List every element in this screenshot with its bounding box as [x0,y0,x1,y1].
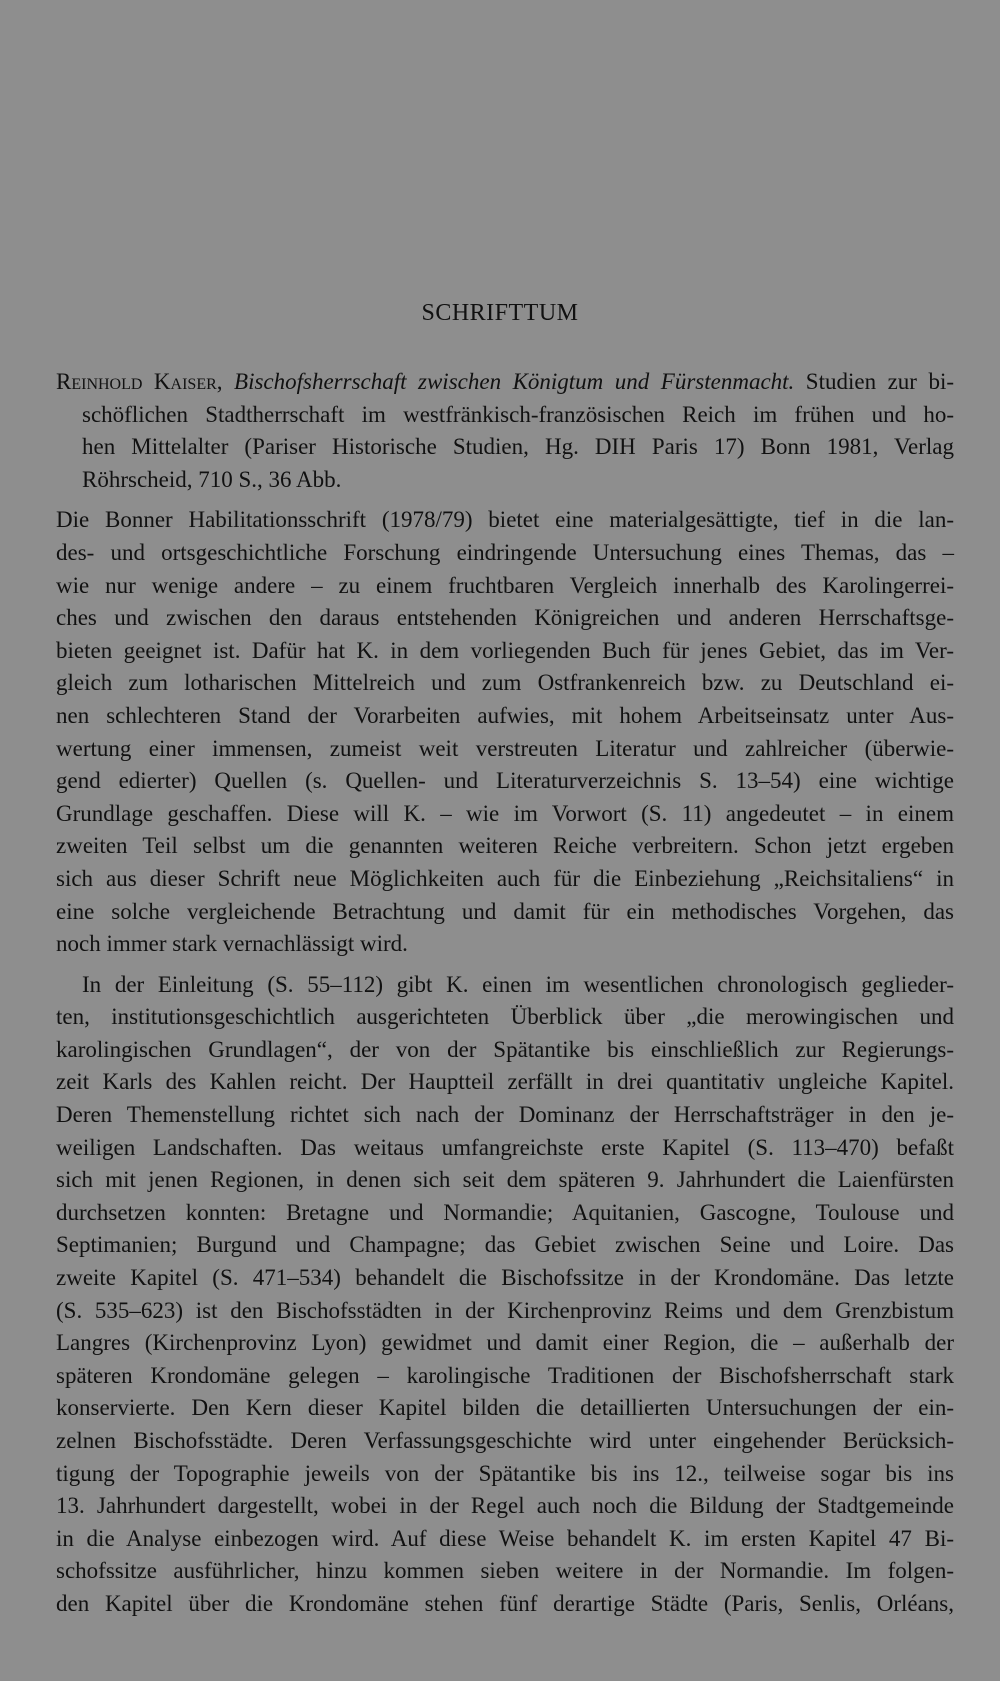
citation [56,366,954,496]
citation-title: Bischofsherrschaft zwischen Königtum und Fürstenmacht. [234,369,795,394]
text-line: Deren Themenstellung richtet sich nach der Dominanz der Herrschaftsträger in den je- [56,1102,954,1128]
citation-line: hen Mittelalter (Pariser Historische Studien, Hg. DIH Paris 17) Bonn 1981, Verlag [82,434,954,460]
text-line: gend edierter) Quellen (s. Quellen- und Literaturverzeichnis S. 13–54) eine wichtige [56,768,954,794]
text-line: eine solche vergleichende Betrachtung und damit für ein methodisches Vorgehen, das [56,898,954,924]
text-line: tigung der Topographie jeweils von der Spätantike bis ins 12., teilweise sogar bis ins [56,1460,954,1486]
section-heading: SCHRIFTTUM [421,300,579,326]
text-line: In der Einleitung (S. 55–112) gibt K. einen im wesentlichen chronologisch geglieder- [82,971,954,997]
text-line: zelnen Bischofsstädte. Deren Verfassungsgeschichte wird unter eingehender Berücksich- [56,1428,954,1453]
paragraph-1 [56,504,954,960]
citation-rest: Studien zur bi- [794,369,955,394]
paragraph-2 [56,969,954,1621]
text-line: Grundlage geschaffen. Diese will K. – wie im Vorwort (S. 11) angedeutet – in einem [56,800,954,826]
text-line: Septimanien; Burgund und Champagne; das Gebiet zwischen Seine und Loire. Das [56,1232,954,1258]
text-line: zweite Kapitel (S. 471–534) behandelt die Bischofssitze in der Krondomäne. Das letzte [56,1265,954,1291]
text-line: zweiten Teil selbst um die genannten weiteren Reiche verbreitern. Schon jetzt ergeben [56,833,954,859]
text-line: ches und zwischen den daraus entstehenden Königreichen und anderen Herrschaftsge- [56,605,954,631]
text-line: gleich zum lotharischen Mittelreich und zum Ostfrankenreich bzw. zu Deutschland ei- [56,670,954,696]
text-line: zeit Karls des Kahlen reicht. Der Hauptteil zerfällt in drei quantitativ ungleiche Kapitel. [56,1069,954,1095]
text-line: des- und ortsgeschichtliche Forschung eindringende Untersuchung eines Themas, das – [56,539,954,565]
text-line: wie nur wenige andere – zu einem fruchtbaren Vergleich innerhalb des Karolingerrei- [56,572,954,598]
text-line: sich aus dieser Schrift neue Möglichkeiten auch für die Einbeziehung „Reichsitaliens“ in [56,865,954,891]
text-line: weiligen Landschaften. Das weitaus umfangreichste erste Kapitel (S. 113–470) befaßt [56,1134,954,1160]
text-line: (S. 535–623) ist den Bischofsstädten in der Kirchenprovinz Reims und dem Grenzbistum [56,1297,954,1323]
text-line: Die Bonner Habilitationsschrift (1978/79) bietet eine materialgesättigte, tief in die lan- [56,507,954,533]
text-line: in die Analyse einbezogen wird. Auf diese Weise behandelt K. im ersten Kapitel 47 Bi- [56,1525,954,1551]
text-line: Langres (Kirchenprovinz Lyon) gewidmet und damit einer Region, die – außerhalb der [56,1330,954,1356]
text-line: 13. Jahrhundert dargestellt, wobei in der Regel auch noch die Bildung der Stadtgemeinde [56,1493,954,1519]
text-line: durchsetzen konnten: Bretagne und Normandie; Aquitanien, Gascogne, Toulouse und [56,1199,954,1225]
text-line: karolingischen Grundlagen“, der von der Spätantike bis einschließlich zur Regierungs- [56,1036,954,1062]
citation-line: schöflichen Stadtherrschaft im westfränkisch-französischen Reich im frühen und ho- [82,401,954,427]
text-line: wertung einer immensen, zumeist weit verstreuten Literatur und zahlreicher (überwie- [56,735,954,761]
text-line: den Kapitel über die Krondomäne stehen fünf derartige Städte (Paris, Senlis, Orléans, [56,1590,954,1616]
citation-author: Reinhold Kaiser, [56,369,223,394]
text-line: nen schlechteren Stand der Vorarbeiten aufwies, mit hohem Arbeitseinsatz unter Aus- [56,702,954,728]
citation-first-line [56,366,954,399]
text-line: sich mit jenen Regionen, in denen sich seit dem späteren 9. Jahrhundert die Laienfürsten [56,1167,954,1193]
review-body [56,366,954,1621]
text-line: späteren Krondomäne gelegen – karolingische Traditionen der Bischofsherrschaft stark [56,1362,954,1388]
citation-line: Röhrscheid, 710 S., 36 Abb. [82,466,342,492]
text-line: bieten geeignet ist. Dafür hat K. in dem vorliegenden Buch für jenes Gebiet, das im Ver- [56,637,954,663]
text-line: schofssitze ausführlicher, hinzu kommen sieben weitere in der Normandie. Im folgen- [56,1558,954,1584]
text-line: noch immer stark vernachlässigt wird. [56,931,408,957]
text-line: konservierte. Den Kern dieser Kapitel bilden die detaillierten Untersuchungen der ein- [56,1395,954,1421]
text-line: ten, institutionsgeschichtlich ausgerichteten Überblick über „die merowingischen und [56,1004,954,1030]
